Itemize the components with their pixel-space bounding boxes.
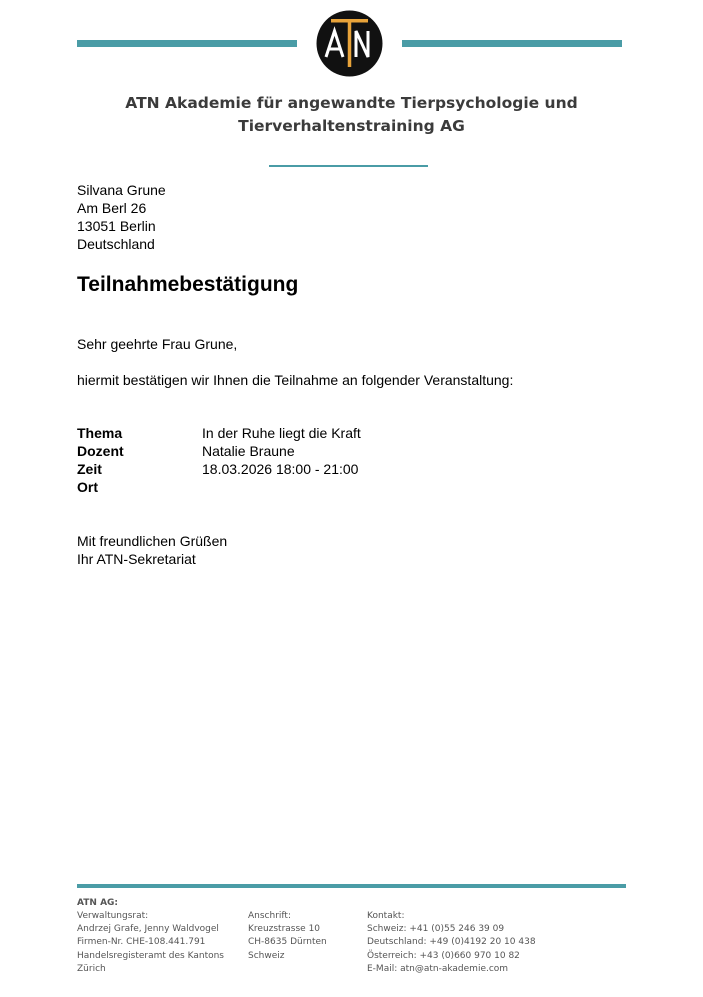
footer-line: Österreich: +43 (0)660 970 10 82 <box>367 950 520 961</box>
document-title: Teilnahmebestätigung <box>77 273 299 296</box>
footer-rule <box>77 884 626 888</box>
detail-label-zeit: Zeit <box>77 461 102 477</box>
intro-text: hiermit bestätigen wir Ihnen die Teilnahme an folgender Veranstaltung: <box>77 372 514 388</box>
detail-value-zeit: 18.03.2026 18:00 - 21:00 <box>202 461 359 477</box>
footer-line: Zürich <box>77 963 106 974</box>
footer-contact <box>367 910 536 976</box>
footer-line: Kreuzstrasse 10 <box>248 924 321 935</box>
footer-line: Anschrift: <box>248 911 291 921</box>
footer-heading: ATN AG: <box>77 898 119 908</box>
salutation: Sehr geehrte Frau Grune, <box>77 336 238 352</box>
atn-logo <box>316 10 383 77</box>
footer-line: E-Mail: atn@atn-akademie.com <box>367 963 509 974</box>
logo-t-stem <box>348 19 352 67</box>
detail-value-thema: In der Ruhe liegt die Kraft <box>202 425 361 441</box>
footer-line: Schweiz: +41 (0)55 246 39 09 <box>367 924 505 935</box>
detail-label-dozent: Dozent <box>77 443 124 459</box>
header-rule-left <box>77 40 297 47</box>
recipient-name: Silvana Grune <box>77 182 166 198</box>
recipient-street: Am Berl 26 <box>77 200 147 216</box>
header-rule-right <box>402 40 622 47</box>
organisation-name <box>100 92 603 138</box>
footer-company-info <box>77 910 224 976</box>
detail-value-dozent: Natalie Braune <box>202 443 295 459</box>
closing <box>77 532 227 568</box>
title-underline <box>269 165 428 167</box>
org-name-line-2: Tierverhaltenstraining AG <box>238 117 465 135</box>
footer-line: Handelsregisteramt des Kantons <box>77 950 224 961</box>
detail-label-thema: Thema <box>77 425 123 441</box>
footer-line: Andrzej Grafe, Jenny Waldvogel <box>77 924 219 935</box>
closing-greeting: Mit freundlichen Grüßen <box>77 533 228 549</box>
footer-line: Deutschland: +49 (0)4192 20 10 438 <box>367 937 536 948</box>
recipient-city: 13051 Berlin <box>77 218 156 234</box>
footer-line: Kontakt: <box>367 911 405 921</box>
closing-signature: Ihr ATN-Sekretariat <box>77 551 196 567</box>
org-name-line-1: ATN Akademie für angewandte Tierpsychologie und <box>125 94 578 112</box>
recipient-address <box>77 181 166 253</box>
footer-line: CH-8635 Dürnten <box>248 937 327 948</box>
footer-line: Firmen-Nr. CHE-108.441.791 <box>77 937 206 948</box>
recipient-country: Deutschland <box>77 236 155 252</box>
detail-label-ort: Ort <box>77 479 98 495</box>
footer-line: Schweiz <box>248 950 285 961</box>
footer-line: Verwaltungsrat: <box>77 911 149 921</box>
footer-address <box>248 910 327 963</box>
